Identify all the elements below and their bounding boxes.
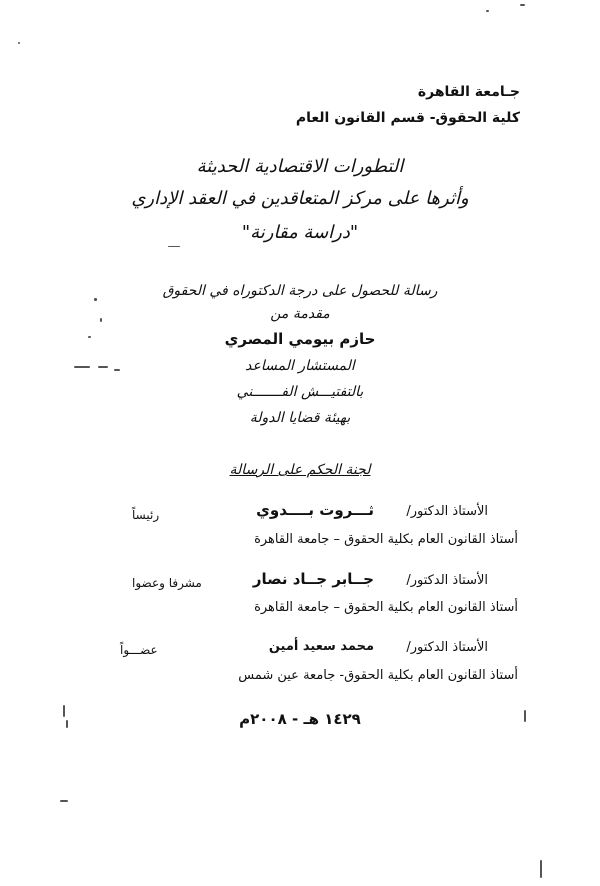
author-department: بالتفتيـــش الفـــــــني	[236, 384, 364, 400]
thesis-title-line-2: وأثرها على مركز المتعاقدين في العقد الإداري	[131, 188, 469, 209]
thesis-title-line-3: "دراسة مقارنة"	[241, 222, 359, 243]
committee-member-affiliation: أستاذ القانون العام بكلية الحقوق – جامعة القاهرة	[254, 532, 518, 547]
committee-member-prefix: الأستاذ الدكتور/	[406, 504, 488, 519]
committee-member-affiliation: أستاذ القانون العام بكلية الحقوق – جامعة القاهرة	[254, 600, 518, 615]
university-name: جـامعة القاهرة	[417, 84, 520, 100]
degree-purpose: رسالة للحصول على درجة الدكتوراه في الحقوق	[162, 283, 438, 299]
committee-member-role: عضـــواً	[120, 643, 158, 657]
submission-date: ١٤٢٩ هـ - ٢٠٠٨م	[239, 710, 361, 728]
committee-member-name: محمد سعيد أمين	[268, 639, 374, 654]
committee-member-prefix: الأستاذ الدكتور/	[406, 640, 488, 655]
author-organization: بهيئة قضايا الدولة	[249, 410, 351, 426]
thesis-title-line-1: التطورات الاقتصادية الحديثة	[196, 156, 404, 177]
committee-member-role: رئيساً	[132, 508, 160, 522]
committee-member-prefix: الأستاذ الدكتور/	[406, 573, 488, 588]
committee-heading: لجنة الحكم على الرسالة	[229, 462, 371, 478]
committee-member-affiliation: أستاذ القانون العام بكلية الحقوق- جامعة عين شمس	[238, 668, 518, 683]
committee-member-role: مشرفا وعضوا	[132, 576, 202, 590]
committee-member-name: ثـــروت بــــدوي	[256, 501, 374, 519]
author-role: المستشار المساعد	[245, 358, 355, 374]
committee-member-name: جــابر جــاد نصار	[252, 570, 374, 588]
faculty-department: كلية الحقوق- قسم القانون العام	[295, 110, 520, 126]
presented-by-label: مقدمة من	[270, 306, 330, 322]
author-name: حازم بيومي المصري	[224, 330, 376, 348]
